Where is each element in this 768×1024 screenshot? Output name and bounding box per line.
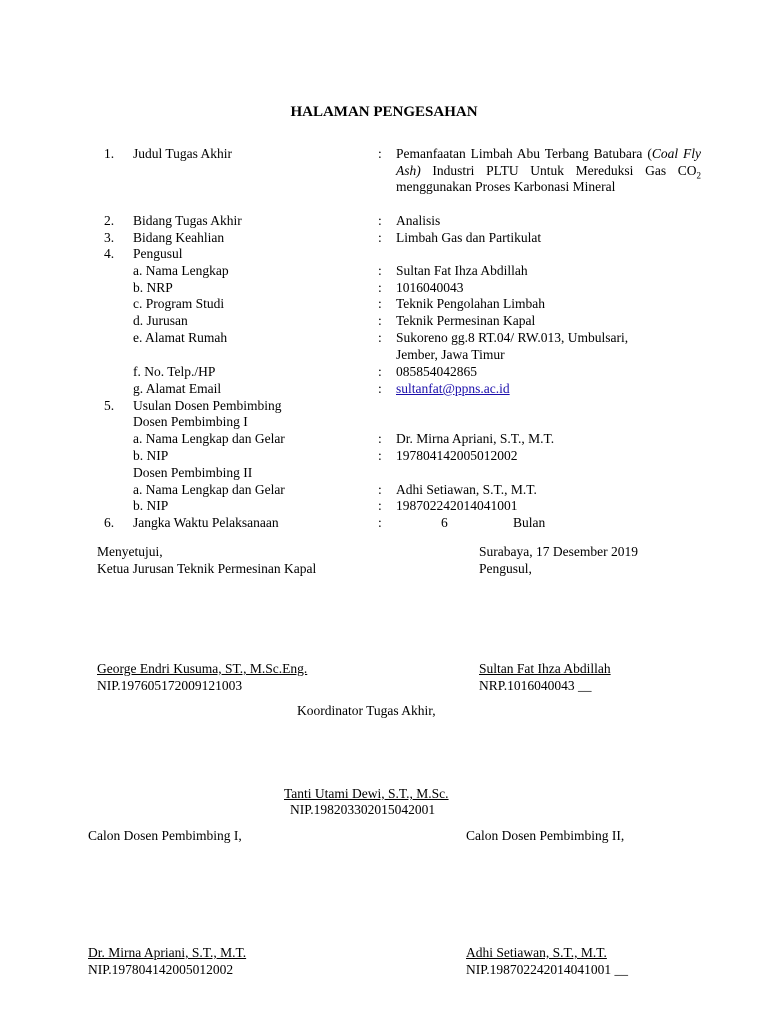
colon: : [378, 313, 382, 328]
alamat-value-line1: Sukoreno gg.8 RT.04/ RW.013, Umbulsari, [396, 330, 629, 345]
colon: : [378, 381, 382, 396]
calon2-title: Calon Dosen Pembimbing II, [466, 828, 625, 843]
calon2-nip: NIP.198702242014041001 __ [466, 962, 629, 977]
dp2-label: Dosen Pembimbing II [133, 465, 253, 480]
colon: : [378, 482, 382, 497]
prodi-value: Teknik Pengolahan Limbah [396, 296, 546, 311]
prodi-label: c. Program Studi [133, 296, 225, 311]
pengusul-label: Pengusul [133, 246, 183, 261]
judul-value-a: Pemanfaatan Limbah Abu Terbang Batubara ( [396, 146, 652, 161]
colon: : [378, 498, 382, 513]
telp-value: 085854042865 [396, 364, 477, 379]
judul-label: Judul Tugas Akhir [133, 146, 233, 161]
pengusul-title: Pengusul, [479, 561, 532, 576]
jangka-label: Jangka Waktu Pelaksanaan [133, 515, 279, 530]
calon1-title: Calon Dosen Pembimbing I, [88, 828, 242, 843]
alamat-label: e. Alamat Rumah [133, 330, 228, 345]
colon: : [378, 280, 382, 295]
dp1-nama-label: a. Nama Lengkap dan Gelar [133, 431, 285, 446]
dp2-nama-label: a. Nama Lengkap dan Gelar [133, 482, 285, 497]
telp-label: f. No. Telp./HP [133, 364, 216, 379]
judul-value [396, 146, 701, 196]
page-title: HALAMAN PENGESAHAN [290, 104, 478, 120]
judul-value-sub: 2 [696, 170, 701, 181]
pengusul-name: Sultan Fat Ihza Abdillah [479, 661, 611, 676]
colon: : [378, 230, 382, 245]
colon: : [378, 263, 382, 278]
item-number: 3. [104, 230, 115, 245]
dp1-nip-value: 197804142005012002 [396, 448, 518, 463]
place-date: Surabaya, 17 Desember 2019 [479, 544, 638, 559]
judul-value-italic: Coal Fly Ash) [396, 146, 701, 178]
judul-value-c: menggunakan Proses Karbonasi Mineral [396, 179, 616, 195]
menyetujui-text: Menyetujui, [97, 544, 163, 559]
colon: : [378, 431, 382, 446]
dp2-nip-label: b. NIP [133, 498, 169, 513]
nrp-label: b. NRP [133, 280, 173, 295]
judul-value-b: Industri PLTU Untuk Mereduksi Gas CO [420, 162, 697, 178]
ketua-name: George Endri Kusuma, ST., M.Sc.Eng. [97, 661, 308, 676]
dp2-nip-value: 198702242014041001 [396, 498, 518, 513]
email-label: g. Alamat Email [133, 381, 222, 396]
keahlian-value: Limbah Gas dan Partikulat [396, 230, 542, 245]
pengusul-nrp: NRP.1016040043 __ [479, 678, 592, 693]
item-number: 1. [104, 146, 115, 161]
jurusan-label: d. Jurusan [133, 313, 188, 328]
jangka-number: 6 [441, 515, 448, 530]
bidang-label: Bidang Tugas Akhir [133, 213, 242, 228]
item-number: 4. [104, 246, 115, 261]
calon1-name: Dr. Mirna Apriani, S.T., M.T. [88, 945, 247, 960]
koordinator-title: Koordinator Tugas Akhir, [297, 703, 436, 718]
colon: : [378, 213, 382, 228]
ketua-nip: NIP.197605172009121003 [97, 678, 243, 693]
jangka-unit: Bulan [513, 515, 546, 530]
alamat-value-line2: Jember, Jawa Timur [396, 347, 505, 362]
dp1-nip-label: b. NIP [133, 448, 169, 463]
bidang-value: Analisis [396, 213, 441, 228]
item-number: 5. [104, 398, 115, 413]
dp1-label: Dosen Pembimbing I [133, 414, 248, 429]
nama-label: a. Nama Lengkap [133, 263, 229, 278]
keahlian-label: Bidang Keahlian [133, 230, 225, 245]
email-link[interactable]: sultanfat@ppns.ac.id [396, 381, 510, 396]
colon: : [378, 515, 382, 530]
nama-value: Sultan Fat Ihza Abdillah [396, 263, 528, 278]
nrp-value: 1016040043 [396, 280, 464, 295]
colon: : [378, 364, 382, 379]
calon1-nip: NIP.197804142005012002 [88, 962, 234, 977]
colon: : [378, 330, 382, 345]
usulan-label: Usulan Dosen Pembimbing [133, 398, 282, 413]
colon: : [378, 448, 382, 463]
dp2-nama-value: Adhi Setiawan, S.T., M.T. [396, 482, 537, 497]
item-number: 2. [104, 213, 115, 228]
jurusan-value: Teknik Permesinan Kapal [396, 313, 536, 328]
colon: : [378, 296, 382, 311]
koordinator-nip: NIP.198203302015042001 [290, 802, 436, 817]
calon2-name: Adhi Setiawan, S.T., M.T. [466, 945, 607, 960]
ketua-title: Ketua Jurusan Teknik Permesinan Kapal [97, 561, 317, 576]
colon: : [378, 146, 382, 161]
item-number: 6. [104, 515, 115, 530]
koordinator-name: Tanti Utami Dewi, S.T., M.Sc. [284, 786, 449, 801]
dp1-nama-value: Dr. Mirna Apriani, S.T., M.T. [396, 431, 555, 446]
